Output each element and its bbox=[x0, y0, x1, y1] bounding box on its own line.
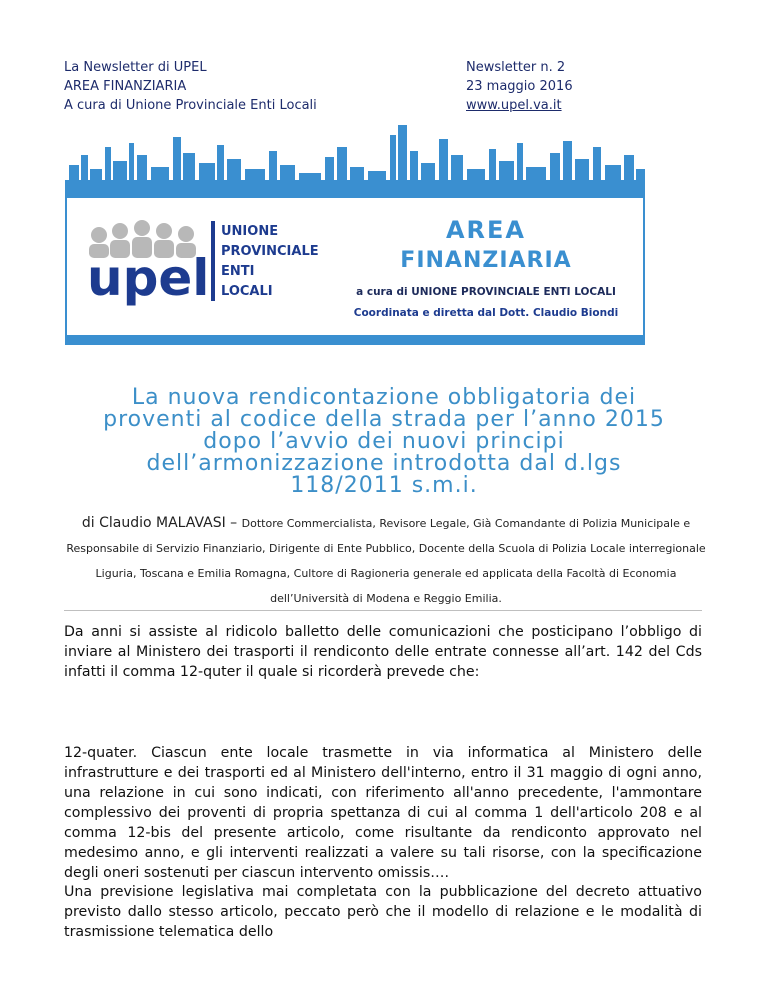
banner-title-area: AREA bbox=[445, 216, 527, 244]
newsletter-name: La Newsletter di UPEL bbox=[64, 60, 207, 75]
upel-logo: upel bbox=[87, 249, 210, 307]
author-name: di Claudio MALAVASI – bbox=[81, 515, 242, 531]
newsletter-number: Newsletter n. 2 bbox=[466, 60, 566, 75]
article-paragraph: 12-quater. Ciascun ente locale trasmette in via informatica al Ministero delle infrastrutture e dei trasporti ed al Ministero dell'interno, entro il 31 maggio di ogni anno, una relazione in cui sono indicati, con riferimento all'anno precedente, l'ammontare complessivo dei proventi di propria spettanza di cui al comma 1 dell'articolo 208 e al comma 12-bis del presente articolo, come risultante da rendiconto approvato nel medesimo anno, e gli interventi realizzati a valere su tali risorse, con la specificazione degli oneri sostenuti per ciascun intervento omissis…. bbox=[64, 745, 702, 881]
banner-curated-by: a cura di UNIONE PROVINCIALE ENTI LOCALI bbox=[356, 286, 616, 298]
banner-coordinated-by: Coordinata e diretta dal Dott. Claudio Biondi bbox=[353, 307, 619, 319]
newsletter-area: AREA FINANZIARIA bbox=[64, 79, 187, 94]
newsletter-curator: A cura di Unione Provinciale Enti Locali bbox=[64, 98, 317, 113]
article-title-line: dopo l’avvio dei nuovi principi bbox=[203, 429, 565, 454]
org-name-line: ENTI bbox=[221, 264, 255, 279]
banner-graphic bbox=[65, 125, 645, 345]
article-title-line: La nuova rendicontazione obbligatoria dei bbox=[131, 385, 637, 410]
article-title-line: 118/2011 s.m.i. bbox=[290, 473, 478, 498]
newsletter-date: 23 maggio 2016 bbox=[466, 79, 573, 94]
logo-divider bbox=[211, 221, 215, 301]
article-title-line: proventi al codice della strada per l’anno 2015 bbox=[103, 407, 665, 432]
article-title bbox=[64, 387, 704, 497]
banner-title-finanziaria: FINANZIARIA bbox=[400, 248, 572, 273]
article-paragraph: Da anni si assiste al ridicolo balletto delle comunicazioni che posticipano l’obbligo di inviare al Ministero dei trasporti il rendiconto delle entrate connesse all’art. 142 del Cds infatti il comma 12-quter il quale si ricorderà prevede che: bbox=[64, 624, 702, 680]
org-name-line: LOCALI bbox=[221, 284, 273, 299]
article-byline bbox=[56, 511, 716, 611]
newsletter-header-right bbox=[466, 58, 573, 115]
newsletter-header-left bbox=[64, 58, 317, 115]
article-title-line: dell’armonizzazione introdotta dal d.lgs bbox=[146, 451, 622, 476]
city-skyline-graphic bbox=[65, 125, 645, 198]
author-roles: Dottore Commercialista, Revisore Legale, Già Comandante di Polizia Municipale e Responsabile di Servizio Finanziario, Dirigente di Ente Pubblico, Docente della Scuola di Polizia Locale interregionale Liguria, Toscana e Emilia Romagna, Cultore di Ragioneria generale ed applicata della Facoltà di Economia dell’Università di Modena e Reggio Emilia. bbox=[66, 517, 706, 605]
org-name-line: PROVINCIALE bbox=[221, 244, 319, 259]
area-finanziaria-banner bbox=[65, 125, 645, 345]
article-paragraph: Una previsione legislativa mai completata con la pubblicazione del decreto attuativo previsto dallo stesso articolo, peccato però che il modello di relazione e le modalità di trasmissione telematica dello bbox=[64, 884, 702, 940]
section-divider bbox=[64, 610, 702, 611]
org-name-line: UNIONE bbox=[221, 224, 279, 239]
website-link[interactable]: www.upel.va.it bbox=[466, 98, 562, 113]
